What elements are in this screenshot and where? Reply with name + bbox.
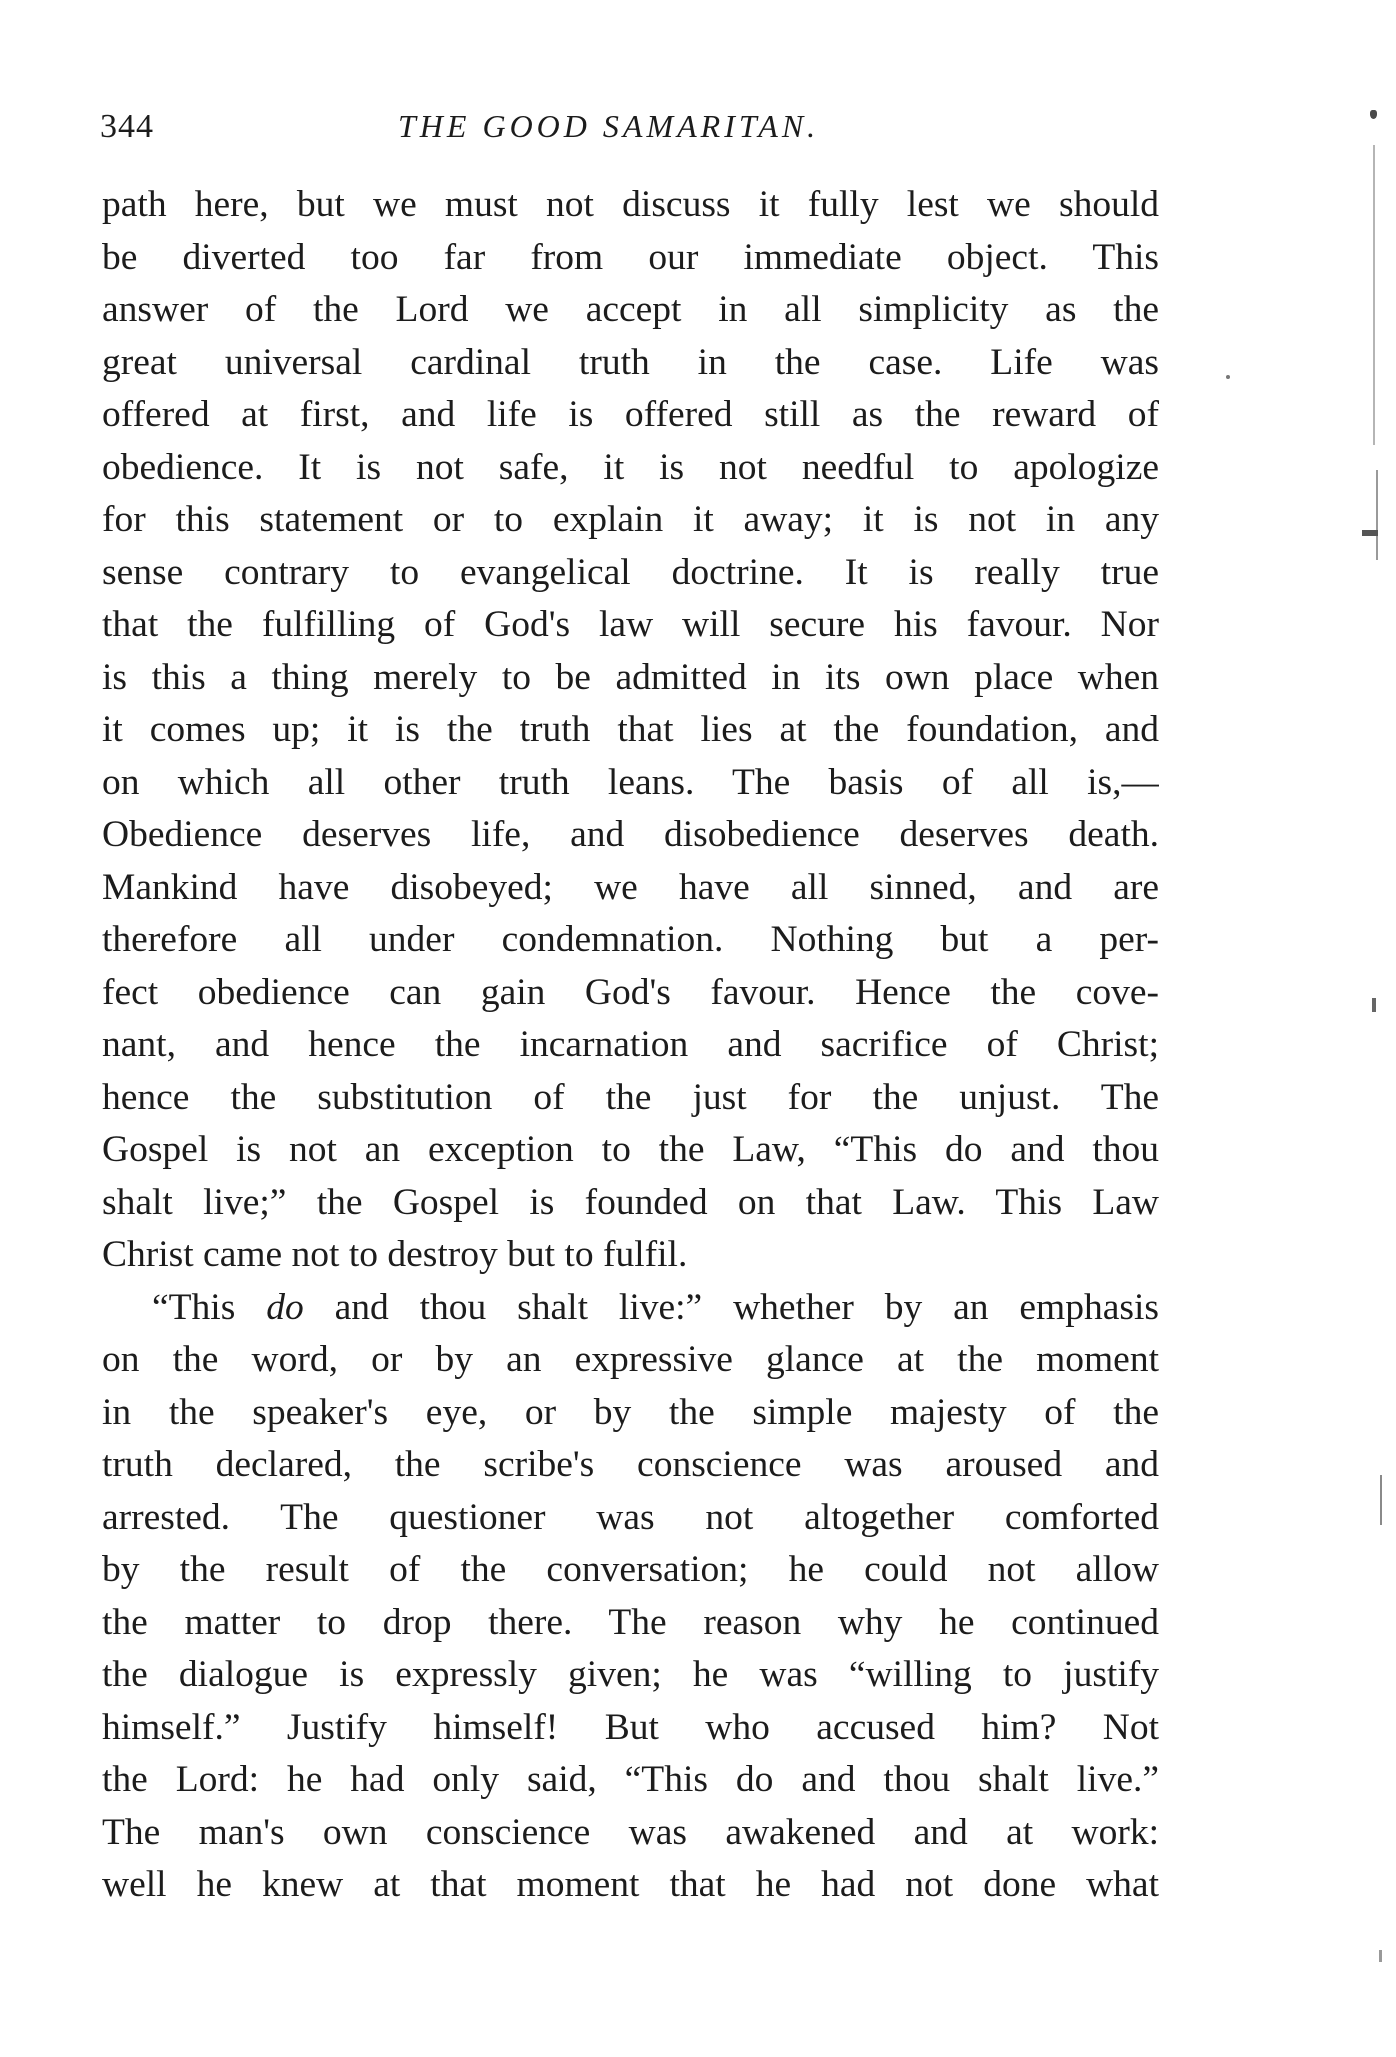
text-line: well he knew at that moment that he had not done what (102, 1864, 1159, 1905)
body-text (102, 179, 1159, 1912)
scan-edge-line (1373, 145, 1375, 445)
scan-speck (1226, 375, 1230, 379)
running-head: THE GOOD SAMARITAN. (398, 108, 820, 144)
text-line: hence the substitution of the just for the unjust. The (102, 1076, 1159, 1118)
scan-speck (1362, 530, 1378, 536)
text-line: that the fulfilling of God's law will secure his favour. Nor (102, 604, 1159, 645)
text-line: truth declared, the scribe's conscience was aroused and (102, 1444, 1159, 1485)
text-line: himself.” Justify himself! But who accused him? Not (102, 1706, 1159, 1748)
text-line: the dialogue is expressly given; he was “willing to justify (102, 1654, 1159, 1695)
text-line (102, 1282, 1159, 1335)
emphasis: do (266, 1286, 304, 1328)
text-line: Obedience deserves life, and disobedience deserves death. (102, 814, 1159, 855)
text-line: Christ came not to destroy but to fulfil. (102, 1234, 688, 1275)
text-line: in the speaker's eye, or by the simple majesty of the (102, 1391, 1159, 1433)
scan-speck (1372, 998, 1376, 1012)
paragraph-2 (102, 1282, 1159, 1912)
text-span: “This (152, 1286, 267, 1328)
text-line: be diverted too far from our immediate object. This (102, 236, 1159, 278)
scan-speck (1370, 110, 1377, 119)
text-line: it comes up; it is the truth that lies at the foundation, and (102, 709, 1159, 750)
text-line: obedience. It is not safe, it is not needful to apologize (102, 446, 1159, 488)
text-line: therefore all under condemnation. Nothing but a per- (102, 919, 1159, 960)
text-line: is this a thing merely to be admitted in its own place when (102, 656, 1159, 698)
text-span: and thou shalt live:” whether by an emphasis (303, 1286, 1159, 1328)
text-line: on the word, or by an expressive glance at the moment (102, 1339, 1159, 1380)
scan-edge-line (1380, 1475, 1382, 1525)
text-line: by the result of the conversation; he could not allow (102, 1549, 1159, 1590)
text-line: sense contrary to evangelical doctrine. It is really true (102, 551, 1159, 593)
text-line: fect obedience can gain God's favour. Hence the cove- (102, 971, 1159, 1013)
text-line: arrested. The questioner was not altogether comforted (102, 1496, 1159, 1538)
text-line: for this statement or to explain it away; it is not in any (102, 499, 1159, 540)
text-line: the matter to drop there. The reason why he continued (102, 1601, 1159, 1643)
text-line: Mankind have disobeyed; we have all sinned, and are (102, 866, 1159, 908)
text-line: shalt live;” the Gospel is founded on that Law. This Law (102, 1181, 1159, 1223)
text-line: offered at first, and life is offered still as the reward of (102, 394, 1159, 435)
text-line: path here, but we must not discuss it fully lest we should (102, 184, 1159, 225)
text-line: Gospel is not an exception to the Law, “This do and thou (102, 1129, 1159, 1170)
text-line: the Lord: he had only said, “This do and thou shalt live.” (102, 1759, 1159, 1800)
scan-edge-line (1376, 470, 1378, 560)
scan-speck (1379, 1950, 1382, 1962)
text-line: nant, and hence the incarnation and sacrifice of Christ; (102, 1024, 1159, 1065)
text-line: great universal cardinal truth in the case. Life was (102, 341, 1159, 383)
text-line: answer of the Lord we accept in all simplicity as the (102, 289, 1159, 330)
text-line: on which all other truth leans. The basis of all is,— (102, 761, 1159, 803)
page-number: 344 (100, 108, 154, 145)
paragraph-1 (102, 179, 1159, 1282)
text-line: The man's own conscience was awakened and at work: (102, 1811, 1159, 1853)
